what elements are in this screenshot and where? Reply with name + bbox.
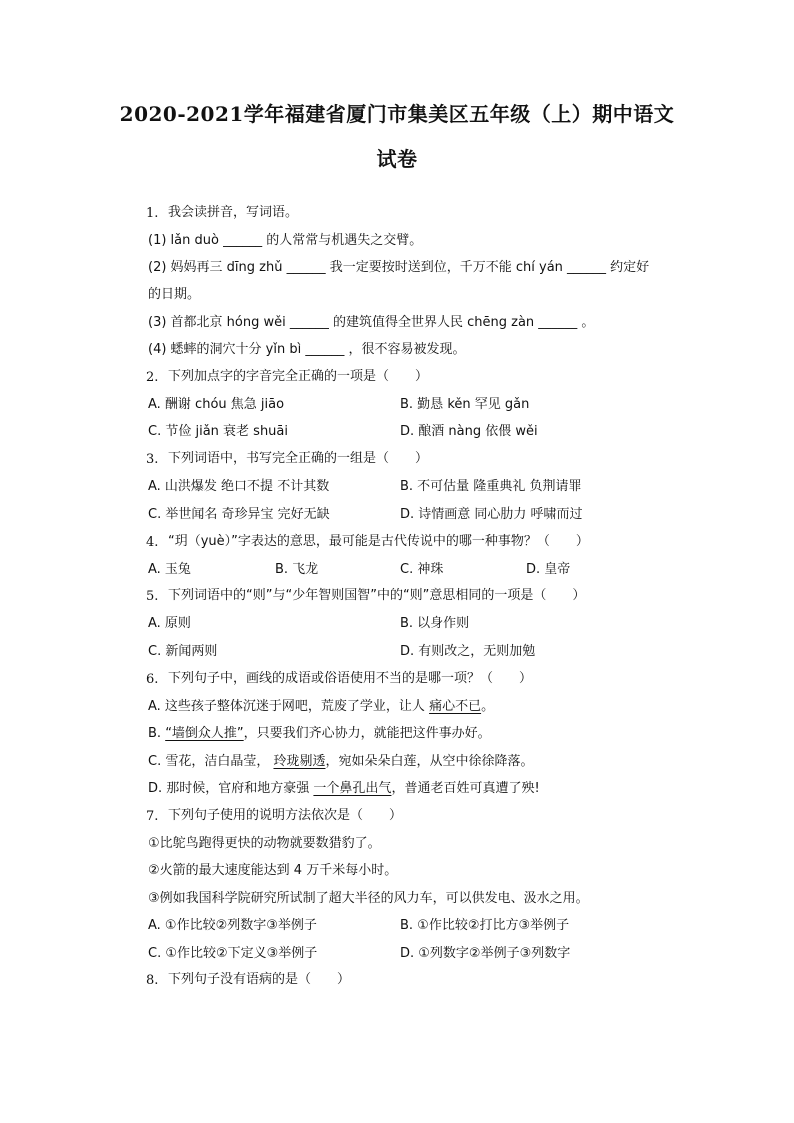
question-stem: 下列词语中的“则”与“少年智则国智”中的“则”意思相同的一项是（ ） [168, 588, 586, 603]
question-stem: “玥（yuè）”字表达的意思，最可能是古代传说中的哪一种事物？（ ） [168, 534, 589, 549]
underlined-phrase: “墙倒众人推” [165, 726, 244, 741]
title-line-2: 试卷 [376, 147, 418, 171]
question-number: 2. [146, 370, 159, 385]
option-b: B. 勤恳 kěn 罕见 gǎn [400, 397, 530, 412]
option-c: C. 新闻两则 [148, 644, 218, 659]
question-number: 1. [146, 206, 159, 221]
question-stem: 下列句子中，画线的成语或俗语使用不当的是哪一项？（ ） [168, 671, 533, 686]
option-b: B. “墙倒众人推”，只要我们齐心协力，就能把这件事办好。 [148, 726, 491, 741]
underlined-phrase: 一个鼻孔出气 [313, 781, 392, 796]
option-a: A. 酬谢 chóu 焦急 jiāo [148, 397, 285, 412]
option-a: A. ①作比较②列数字③举例子 [148, 918, 317, 933]
question-number: 5. [146, 589, 159, 604]
question-stem: 下列词语中，书写完全正确的一组是（ ） [168, 451, 429, 466]
option-d: D. 皇帝 [526, 562, 571, 577]
sentence-1: ①比鸵鸟跑得更快的动物就要数猎豹了。 [148, 836, 381, 851]
subquestion-1: (1) lǎn duò ______ 的人常常与机遇失之交臂。 [148, 233, 423, 248]
option-a: A. 玉兔 [148, 562, 191, 577]
question-number: 4. [146, 535, 159, 550]
option-c: C. ①作比较②下定义③举例子 [148, 946, 318, 961]
question-stem: 下列加点字的字音完全正确的一项是（ ） [168, 369, 429, 384]
option-c: C. 节俭 jiǎn 衰老 shuāi [148, 424, 288, 439]
option-b: B. 以身作则 [400, 616, 470, 631]
option-c: C. 举世闻名 奇珍异宝 完好无缺 [148, 507, 330, 522]
sentence-3: ③例如我国科学院研究所试制了超大半径的风力车，可以供发电、汲水之用。 [148, 891, 589, 906]
option-b: B. 不可估量 隆重典礼 负荆请罪 [400, 479, 582, 494]
sentence-2: ②火箭的最大速度能达到 4 万千米每小时。 [148, 863, 398, 878]
option-d: D. 那时候，官府和地方豪强 一个鼻孔出气，普通老百姓可真遭了殃! [148, 781, 540, 796]
question-number: 7. [146, 809, 159, 824]
subquestion-4: (4) 蟋蟀的洞穴十分 yǐn bì ______ ，很不容易被发现。 [148, 342, 466, 357]
option-a: A. 原则 [148, 616, 191, 631]
option-a: A. 山洪爆发 绝口不提 不计其数 [148, 479, 330, 494]
subquestion-2: (2) 妈妈再三 dīng zhǔ ______ 我一定要按时送到位，千万不能 chí yán ______ 约定好 [148, 260, 650, 275]
subquestion-3: (3) 首都北京 hóng wěi ______ 的建筑值得全世界人民 chēng zàn ______ 。 [148, 315, 595, 330]
option-a: A. 这些孩子整体沉迷于网吧，荒废了学业，让人 痛心不已。 [148, 699, 495, 714]
question-number: 3. [146, 452, 159, 467]
question-stem: 下列句子使用的说明方法依次是（ ） [168, 808, 403, 823]
question-stem: 我会读拼音，写词语。 [168, 205, 299, 220]
option-c: C. 雪花，洁白晶莹， 玲珑剔透，宛如朵朵白莲，从空中徐徐降落。 [148, 754, 534, 769]
title-line-1: 2020-2021学年福建省厦门市集美区五年级（上）期中语文 [119, 102, 675, 126]
option-c: C. 神珠 [400, 562, 444, 577]
option-d: D. 诗情画意 同心肋力 呼啸而过 [400, 507, 583, 522]
question-stem: 下列句子没有语病的是（ ） [168, 972, 351, 987]
option-d: D. ①列数字②举例子③列数字 [400, 946, 571, 961]
underlined-phrase: 痛心不已 [429, 699, 482, 714]
option-d: D. 酿酒 nàng 依偎 wěi [400, 424, 538, 439]
question-number: 8. [146, 973, 159, 988]
subquestion-2-cont: 的日期。 [148, 287, 201, 302]
underlined-phrase: 玲珑剔透 [273, 754, 326, 769]
question-number: 6. [146, 672, 159, 687]
option-b: B. ①作比较②打比方③举例子 [400, 918, 570, 933]
option-d: D. 有则改之，无则加勉 [400, 644, 536, 659]
option-b: B. 飞龙 [275, 562, 319, 577]
